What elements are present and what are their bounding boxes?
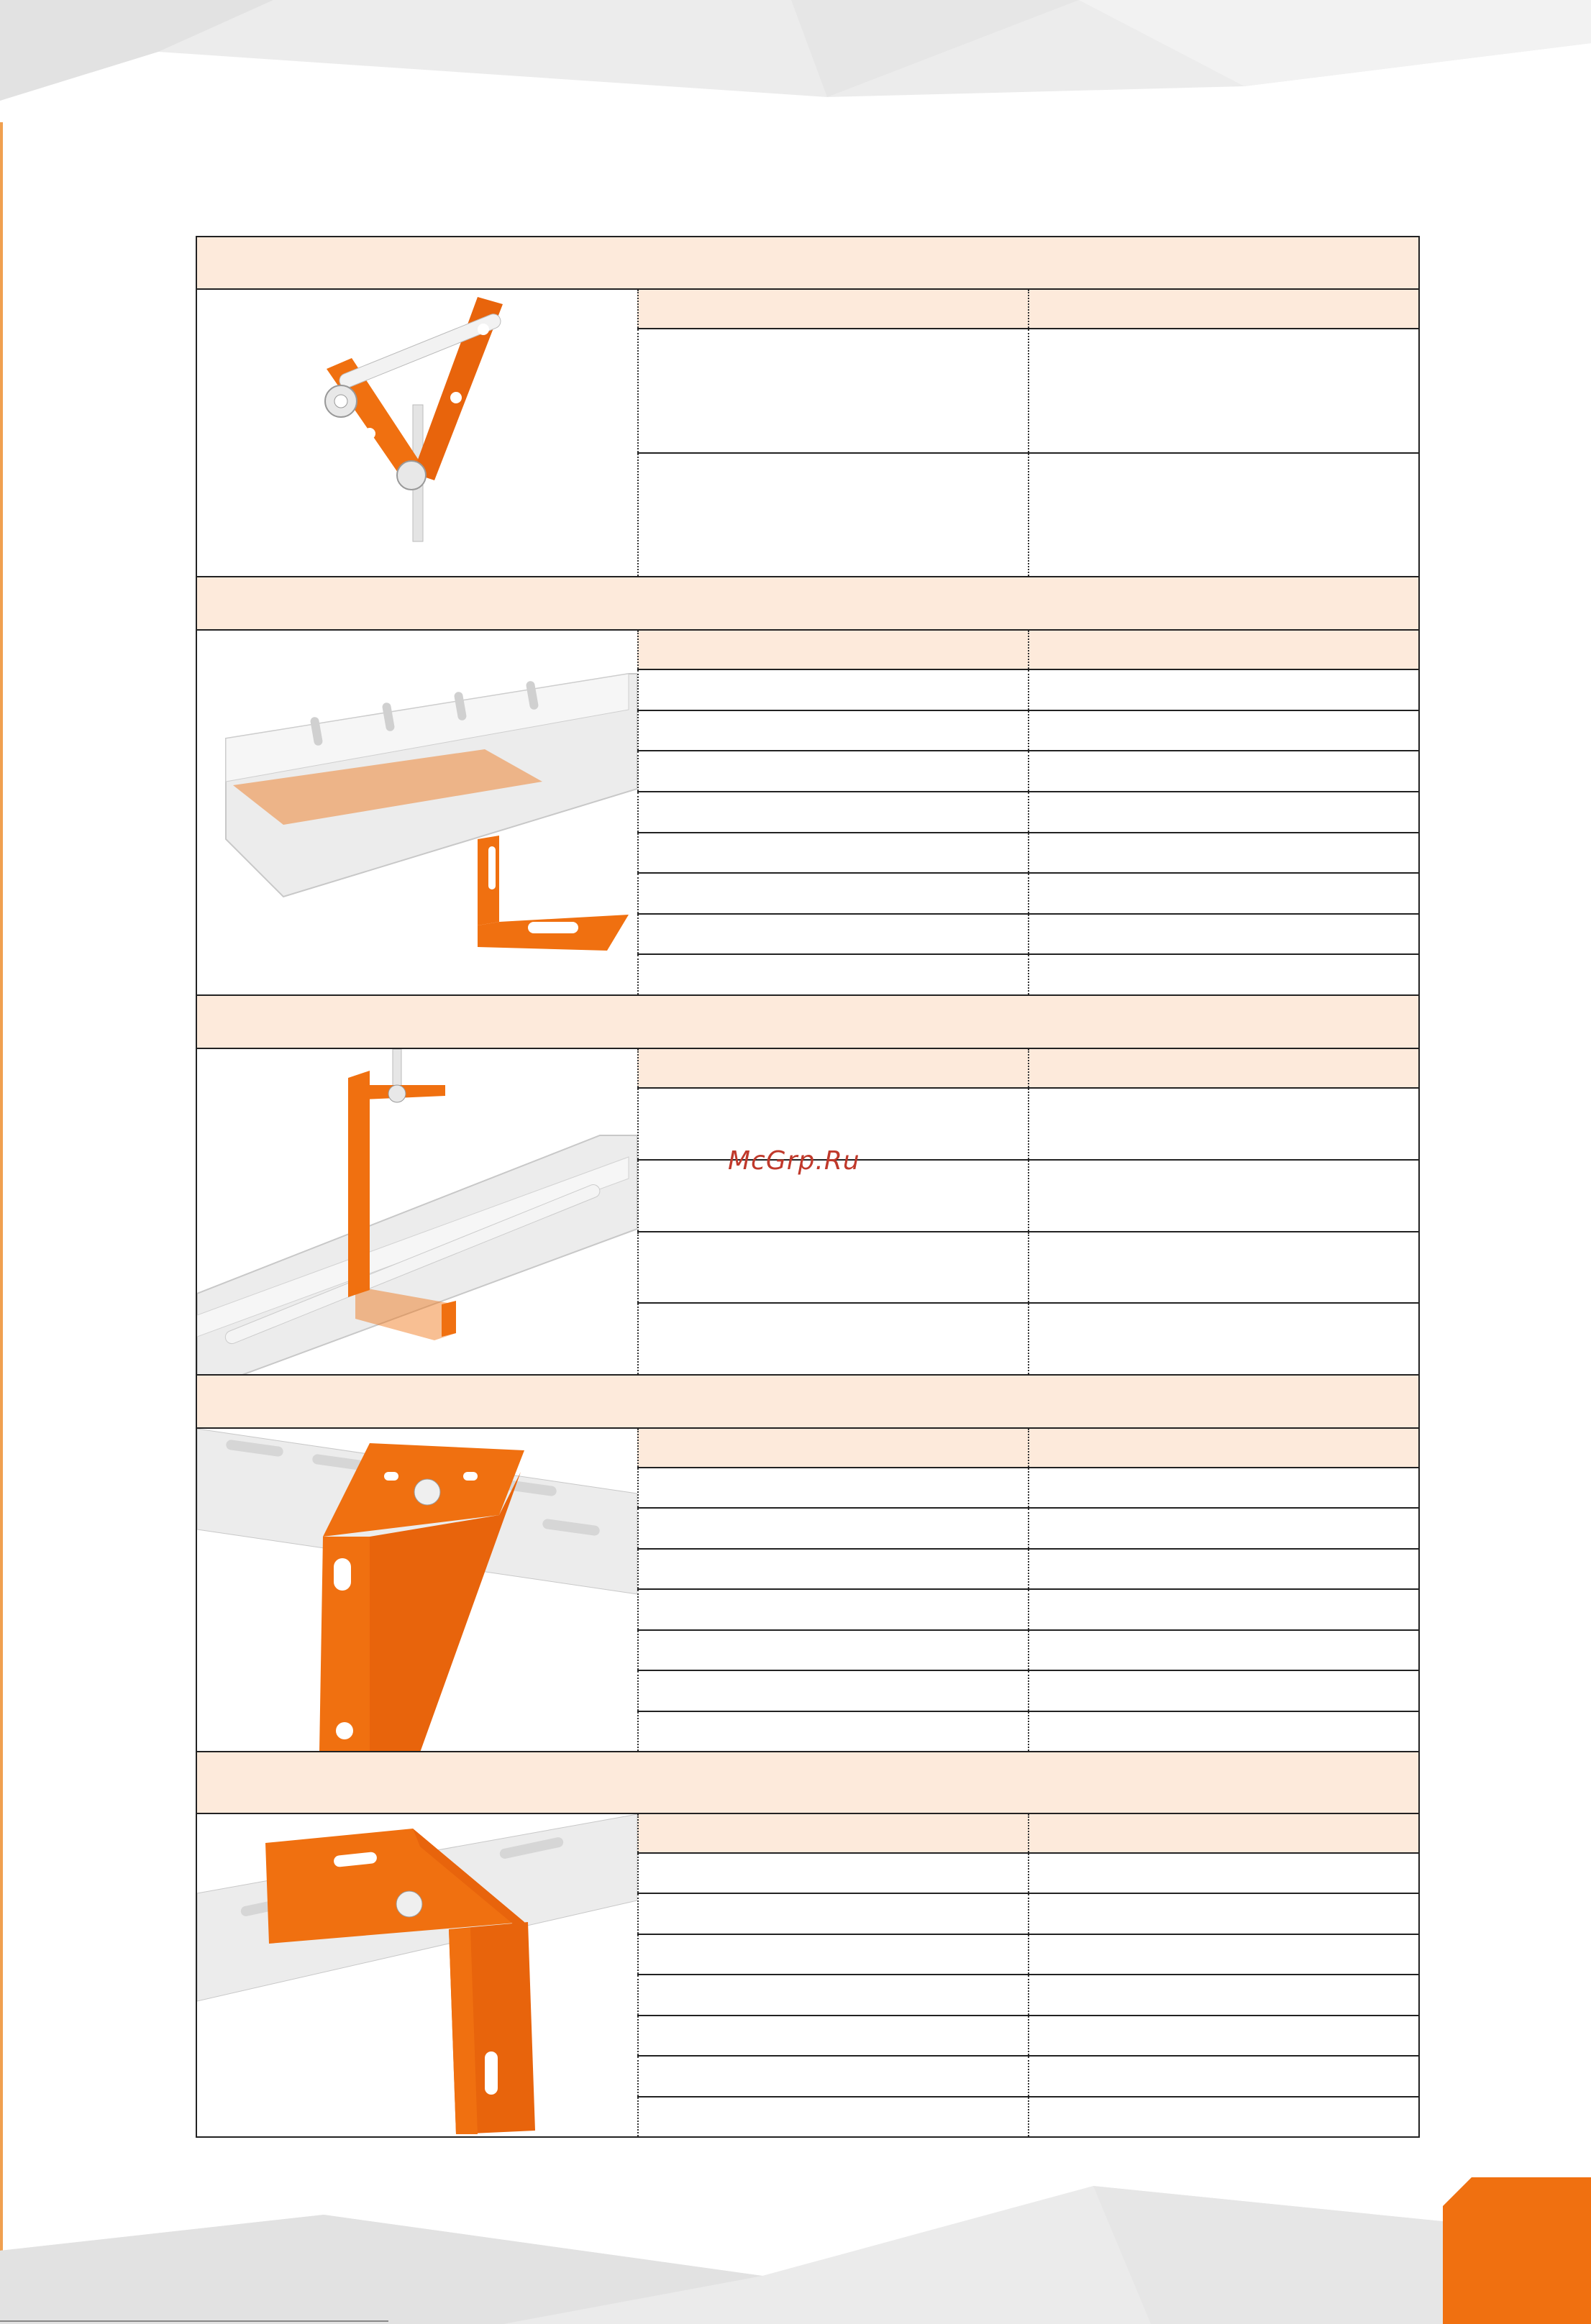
table-row [637,1894,1418,1934]
table-cell [637,1590,1029,1629]
table-row [637,711,1418,752]
table-row [637,1509,1418,1549]
table-row [637,833,1418,874]
table-cell [1029,1894,1418,1933]
table-cell [637,1975,1029,2014]
table-cell [637,1712,1029,1751]
product-catalog-table [196,236,1420,2138]
ceiling-hanger-icon [197,1049,637,1374]
column-header [1029,290,1418,328]
watermark-text: McGrp.Ru [728,1146,860,1176]
table-cell [637,1671,1029,1710]
column-header [1029,1814,1418,1852]
section-v-hanger [197,237,1418,577]
table-cell [637,670,1029,710]
table-cell [637,915,1029,954]
section-header [197,996,1418,1049]
table-cell [1029,955,1418,994]
table-cell [1029,1304,1418,1374]
table-row [637,1304,1418,1374]
table-cell [637,2016,1029,2055]
table-cell [1029,1509,1418,1547]
table-cell [1029,1712,1418,1751]
table-row [637,1550,1418,1590]
table-cell [1029,1232,1418,1303]
v-shaped-hanger-icon [197,290,637,576]
table-cell [637,454,1029,577]
table-cell [637,1232,1029,1303]
table-cell [1029,1854,1418,1893]
table-row [637,1468,1418,1509]
column-header [637,290,1029,328]
table-cell [1029,833,1418,873]
table-cell [637,792,1029,832]
table-cell [637,329,1029,452]
table-row [637,1590,1418,1630]
table-cell [1029,454,1418,577]
table-row [637,1935,1418,1975]
table-row [637,955,1418,994]
table-row [637,751,1418,792]
table-row [637,1854,1418,1894]
table-row [637,1631,1418,1671]
table-cell [637,874,1029,913]
section-header [197,1752,1418,1814]
table-row [637,792,1418,833]
angle-bracket-icon [197,1814,637,2136]
table-cell [1029,2057,1418,2095]
table-row [637,874,1418,915]
table-cell [1029,792,1418,832]
table-cell [637,751,1029,791]
column-header [637,1814,1029,1852]
column-header [1029,631,1418,669]
section-wall-bracket [197,1376,1418,1752]
column-header [637,631,1029,669]
table-cell [637,2097,1029,2136]
table-cell [637,711,1029,751]
section-tray-bracket [197,577,1418,996]
wall-bracket-icon [197,1429,637,1751]
table-cell [637,1550,1029,1588]
table-row [637,1232,1418,1304]
table-cell [637,1854,1029,1893]
table-cell [1029,1550,1418,1588]
table-row [637,1975,1418,2016]
section-angle-bracket [197,1752,1418,2136]
table-cell [1029,2097,1418,2136]
page-number-tab [1443,2177,1591,2324]
table-cell [637,1935,1029,1974]
table-row [637,2016,1418,2057]
table-cell [637,1631,1029,1670]
table-cell [637,1468,1029,1507]
table-cell [1029,1089,1418,1159]
table-cell [1029,1935,1418,1974]
column-header [637,1049,1029,1087]
section-header [197,237,1418,290]
table-row [637,670,1418,711]
table-cell [637,955,1029,994]
table-cell [1029,329,1418,452]
table-cell [1029,2016,1418,2055]
table-row [637,1712,1418,1751]
section-header [197,577,1418,631]
table-cell [1029,1975,1418,2014]
column-header [637,1429,1029,1467]
table-cell [1029,1671,1418,1710]
table-cell [637,833,1029,873]
page-edge-stripe [0,0,3,2324]
table-cell [637,1304,1029,1374]
table-row [637,454,1418,577]
section-header [197,1376,1418,1429]
table-cell [1029,1590,1418,1629]
table-cell [1029,711,1418,751]
column-header [1029,1429,1418,1467]
table-cell [1029,1161,1418,1231]
table-cell [1029,874,1418,913]
z-bracket-icon [197,631,637,994]
table-cell [637,1509,1029,1547]
table-cell [637,1894,1029,1933]
top-decoration [0,0,1591,122]
section-ceiling-hanger [197,996,1418,1376]
table-row [637,2097,1418,2136]
table-cell [637,2057,1029,2095]
table-cell [1029,670,1418,710]
table-row [637,915,1418,956]
table-cell [1029,751,1418,791]
table-row [637,2057,1418,2097]
table-cell [1029,915,1418,954]
column-header [1029,1049,1418,1087]
bottom-decoration [0,2157,1591,2324]
table-row [637,329,1418,454]
table-cell [1029,1468,1418,1507]
table-row [637,1671,1418,1711]
table-cell [1029,1631,1418,1670]
